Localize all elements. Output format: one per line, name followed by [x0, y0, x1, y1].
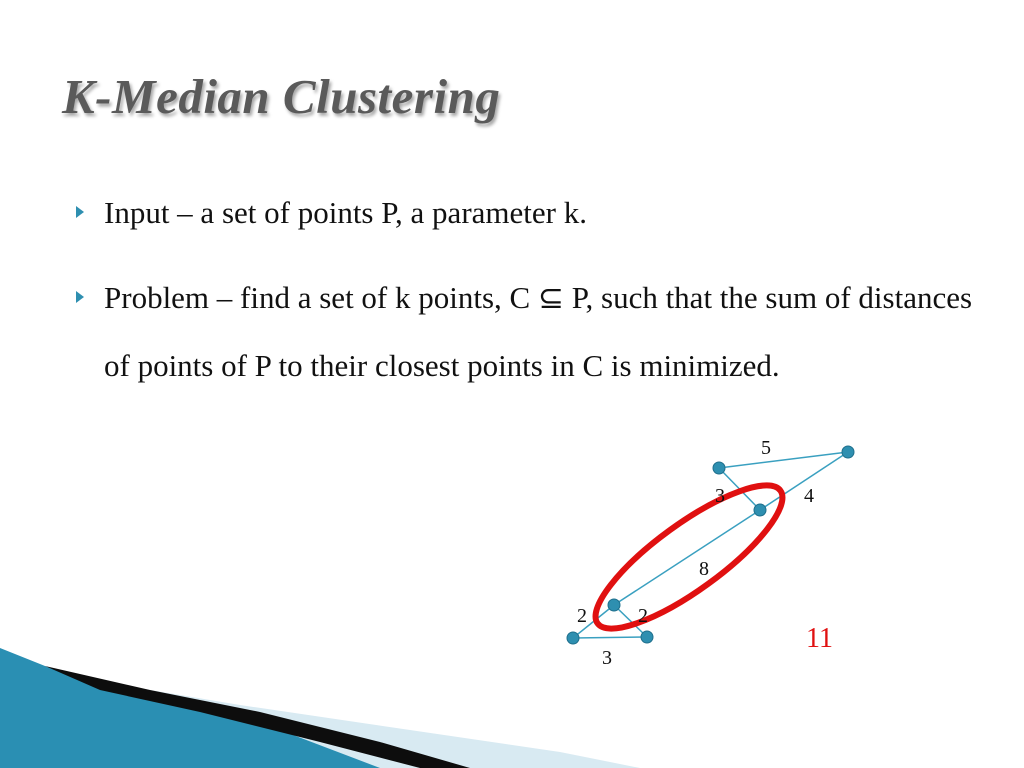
graph-node	[641, 631, 653, 643]
graph-node	[713, 462, 725, 474]
edge-label: 8	[699, 558, 709, 580]
edge-labels	[577, 437, 814, 669]
edge-label: 2	[577, 605, 587, 627]
total-cost-label: 11	[806, 623, 833, 654]
graph-node	[842, 446, 854, 458]
graph-node	[567, 632, 579, 644]
bullet-text: Input – a set of points P, a parameter k.	[104, 195, 587, 230]
graph-node	[608, 599, 620, 611]
edge-label: 2	[638, 605, 648, 627]
edge-label: 4	[804, 485, 814, 507]
edge-label: 3	[715, 485, 725, 507]
edge	[573, 637, 647, 638]
edge-label: 5	[761, 437, 771, 459]
bullet-text: Problem – find a set of k points, C ⊆ P, such that the sum of distances of points of P to their closest points in C is minimized.	[104, 280, 973, 383]
graph-node	[754, 504, 766, 516]
slide-title: K-Median Clustering	[62, 69, 501, 124]
decorative-swoosh	[0, 648, 640, 768]
edge-label: 3	[602, 647, 612, 669]
